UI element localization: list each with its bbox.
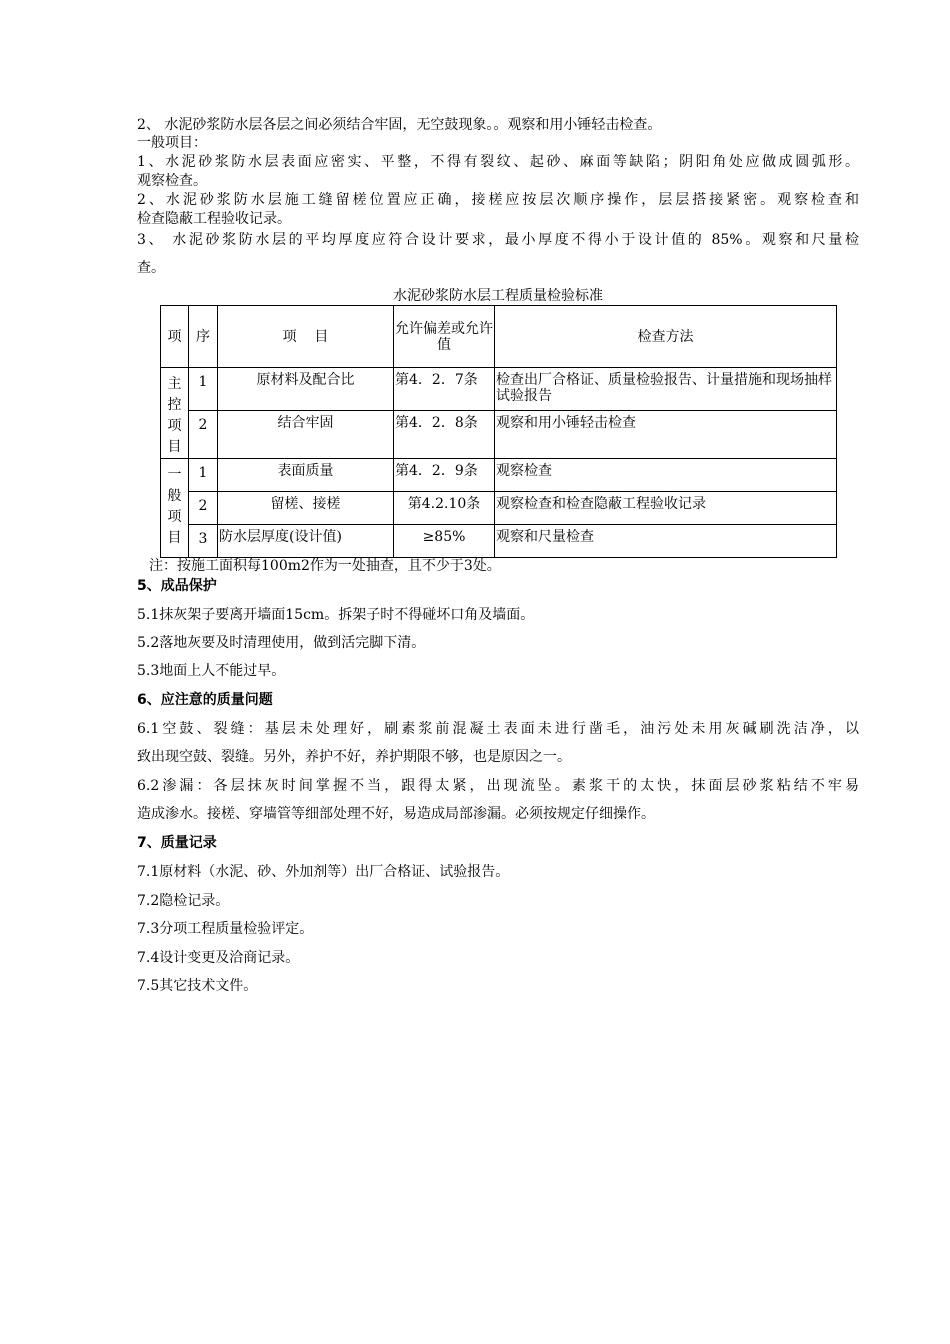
section7-item: 7.3分项工程质量检验评定。 [137, 921, 314, 937]
row-item: 留槎、接槎 [218, 492, 394, 525]
general-item-1-line2: 观察检查。 [137, 173, 207, 189]
section5-item: 5.1抹灰架子要离开墙面15cm。拆架子时不得碰坏口角及墙面。 [137, 607, 535, 623]
section6-p1-line1: 6.1空鼓、裂缝：基层未处理好，刷素浆前混凝土表面未进行凿毛，油污处未用灰碱刷洗洁净，以 [137, 721, 859, 737]
general-item-1-line1: 1、水泥砂浆防水层表面应密实、平整，不得有裂纹、起砂、麻面等缺陷；阴阳角处应做成圆弧形。 [137, 154, 859, 170]
section7-item: 7.2隐检记录。 [137, 893, 230, 909]
table-row [161, 410, 837, 458]
header-category: 项 [161, 306, 189, 368]
general-item-2-line2: 检查隐蔽工程验收记录。 [137, 211, 291, 227]
row-tolerance: 第4．2．8条 [394, 410, 495, 458]
general-items-heading: 一般项目： [137, 135, 207, 151]
row-seq: 1 [189, 459, 218, 492]
row-tolerance: ≥85% [394, 525, 495, 558]
main-item-2: 2、 水泥砂浆防水层各层之间必须结合牢固，无空鼓现象。。观察和用小锤轻击检查。 [137, 117, 662, 133]
general-item-2-line1: 2、水泥砂浆防水层施工缝留槎位置应正确，接槎应按层次顺序操作，层层搭接紧密。观察检查和 [137, 192, 859, 208]
section5-item: 5.2落地灰要及时清理使用，做到活完脚下清。 [137, 635, 426, 651]
quality-standard-table [160, 305, 837, 558]
section5-heading: 5、成品保护 [137, 578, 217, 594]
row-seq: 1 [189, 368, 218, 411]
row-tolerance: 第4．2．9条 [394, 459, 495, 492]
row-tolerance: 第4.2.10条 [394, 492, 495, 525]
table-row [161, 525, 837, 558]
row-seq: 2 [189, 492, 218, 525]
row-item: 结合牢固 [218, 410, 394, 458]
row-seq: 3 [189, 525, 218, 558]
table-note: 注：按施工面积每100m2作为一处抽查，且不少于3处。 [149, 558, 501, 574]
table-caption: 水泥砂浆防水层工程质量检验标准 [393, 288, 603, 304]
header-tolerance: 允许偏差或允许值 [394, 306, 495, 368]
row-tolerance: 第4．2．7条 [394, 368, 495, 411]
row-method: 检查出厂合格证、质量检验报告、计量措施和现场抽样试验报告 [495, 368, 837, 411]
table-row [161, 459, 837, 492]
section6-p2-line2: 造成渗水。接槎、穿墙管等细部处理不好，易造成局部渗漏。必须按规定仔细操作。 [137, 806, 655, 822]
section7-item: 7.1原材料（水泥、砂、外加剂等）出厂合格证、试验报告。 [137, 864, 510, 880]
section5-item: 5.3地面上人不能过早。 [137, 663, 286, 679]
table-row [161, 492, 837, 525]
group-general: 一般项目 [161, 459, 189, 558]
section6-p1-line2: 致出现空鼓、裂缝。另外，养护不好，养护期限不够，也是原因之一。 [137, 749, 571, 765]
table-header-row [161, 306, 837, 368]
section6-heading: 6、应注意的质量问题 [137, 692, 273, 708]
general-item-3-line1: 3、 水泥砂浆防水层的平均厚度应符合设计要求，最小厚度不得小于设计值的 85%。观察和尺量检 [137, 232, 859, 248]
row-method: 观察和用小锤轻击检查 [495, 410, 837, 458]
header-item: 项 目 [218, 306, 394, 368]
row-item: 防水层厚度(设计值) [218, 525, 394, 558]
row-method: 观察和尺量检查 [495, 525, 837, 558]
section7-heading: 7、质量记录 [137, 835, 217, 851]
table-row [161, 368, 837, 411]
row-item: 原材料及配合比 [218, 368, 394, 411]
header-method: 检查方法 [495, 306, 837, 368]
header-seq: 序 [189, 306, 218, 368]
row-method: 观察检查 [495, 459, 837, 492]
section7-item: 7.4设计变更及洽商记录。 [137, 950, 300, 966]
row-seq: 2 [189, 410, 218, 458]
general-item-3-line2: 查。 [137, 260, 165, 276]
section6-p2-line1: 6.2渗漏：各层抹灰时间掌握不当，跟得太紧，出现流坠。素浆干的太快，抹面层砂浆粘结不牢易 [137, 778, 859, 794]
row-method: 观察检查和检查隐蔽工程验收记录 [495, 492, 837, 525]
group-main-control: 主控项目 [161, 368, 189, 459]
section7-item: 7.5其它技术文件。 [137, 978, 258, 994]
row-item: 表面质量 [218, 459, 394, 492]
